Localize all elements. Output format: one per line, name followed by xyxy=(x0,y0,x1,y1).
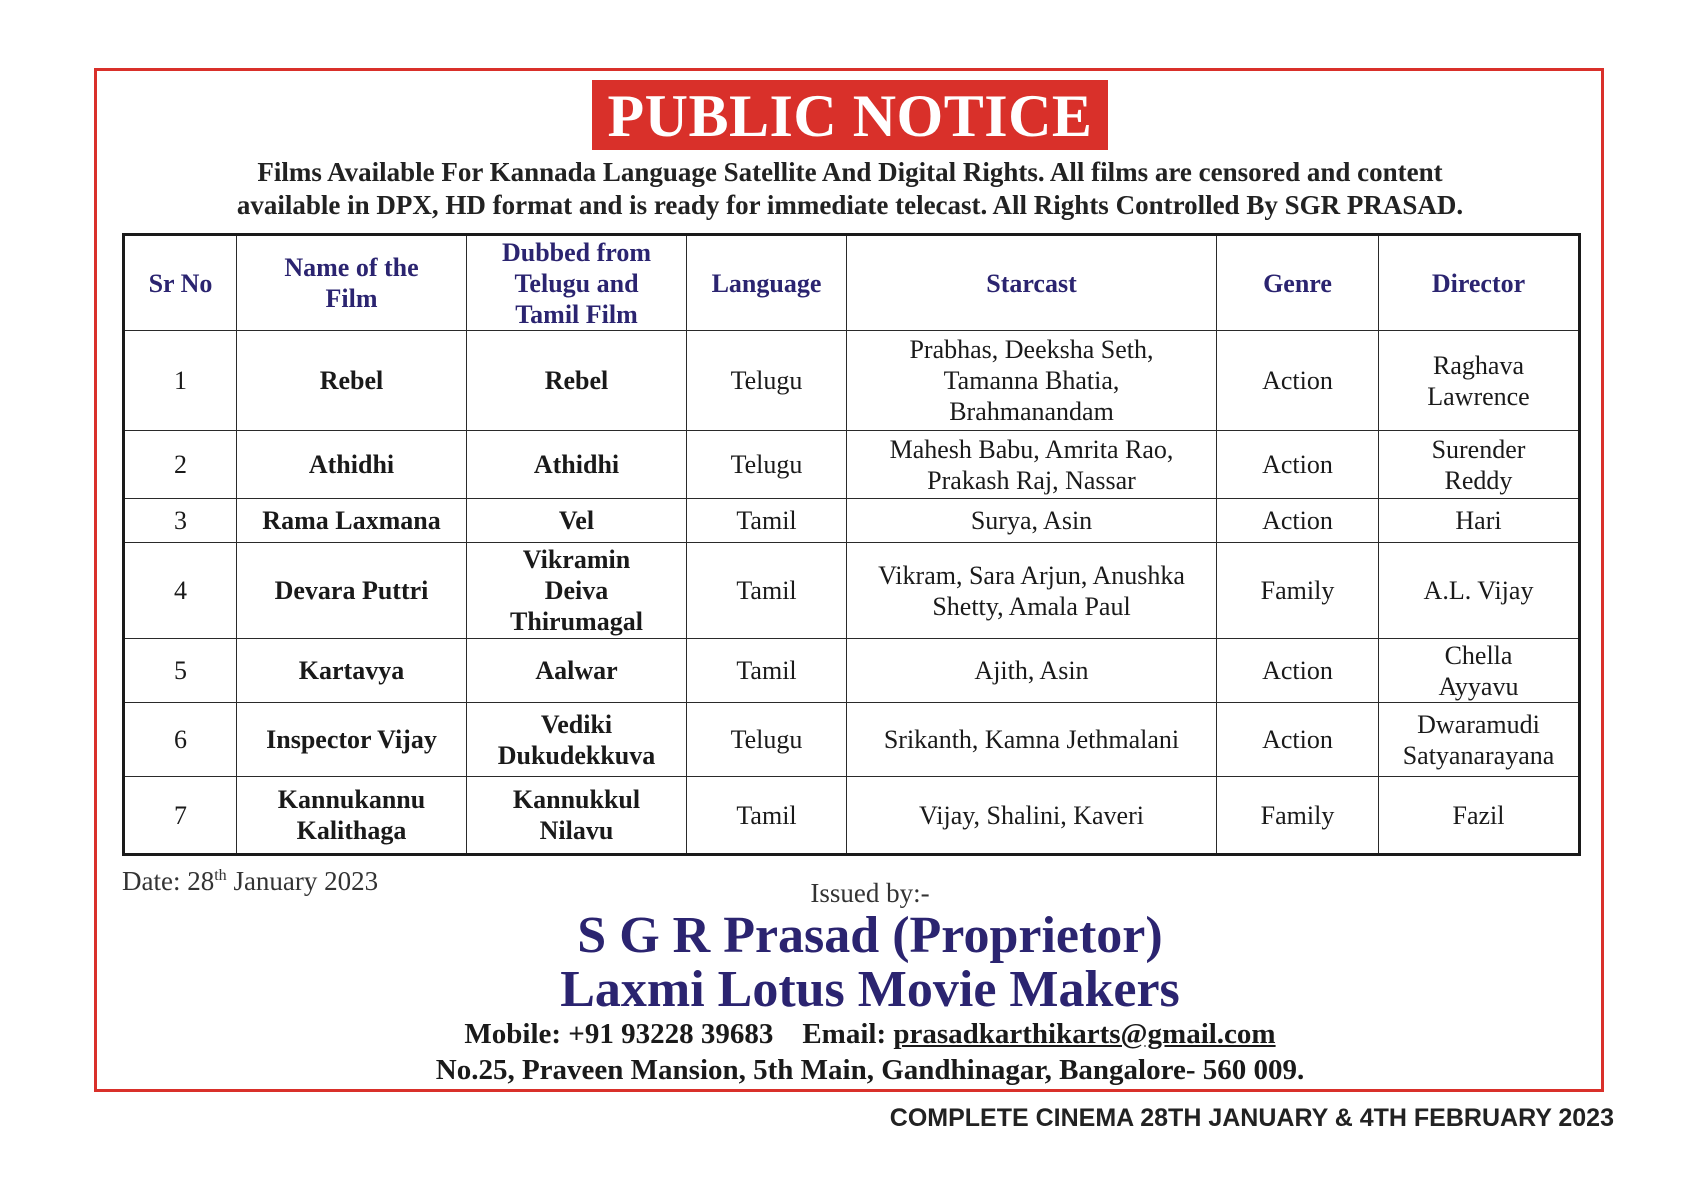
address-line: No.25, Praveen Mansion, 5th Main, Gandhinagar, Bangalore- 560 009. xyxy=(435,1054,1305,1086)
cell-dubbed-from-text: Vikramin Deiva Thirumagal xyxy=(510,545,643,636)
cell-dubbed-from: Aalwar xyxy=(467,639,687,703)
cell-language: Tamil xyxy=(687,543,847,639)
cell-sr-no: 1 xyxy=(124,331,237,431)
company-name: Laxmi Lotus Movie Makers xyxy=(560,961,1180,1018)
cell-starcast-text: Vikram, Sara Arjun, Anushka Shetty, Amala Paul xyxy=(878,560,1185,621)
date-suffix: th xyxy=(214,867,227,884)
intro-line-1: Films Available For Kannada Language Satellite And Digital Rights. All films are censored and content xyxy=(257,157,1443,187)
cell-dubbed-from-text: Kannukkul Nilavu xyxy=(512,785,641,845)
cell-dubbed-from-text: Vediki Dukudekkuva xyxy=(497,709,656,770)
cell-starcast: Surya, Asin xyxy=(847,499,1217,543)
cell-dubbed-from: Athidhi xyxy=(467,431,687,499)
cell-genre: Action xyxy=(1217,331,1379,431)
publication-footer: COMPLETE CINEMA 28TH JANUARY & 4TH FEBRUARY 2023 xyxy=(889,1104,1614,1132)
cell-director-text: Surender Reddy xyxy=(1431,434,1526,495)
header-starcast: Starcast xyxy=(847,235,1217,331)
date-prefix: Date: 28 xyxy=(122,866,215,896)
table-row xyxy=(124,499,1580,543)
cell-genre: Action xyxy=(1217,703,1379,777)
cell-starcast: Vijay, Shalini, Kaveri xyxy=(847,777,1217,855)
table-header-row xyxy=(124,235,1580,331)
cell-director xyxy=(1379,639,1580,703)
cell-film-name: Inspector Vijay xyxy=(237,703,467,777)
header-language: Language xyxy=(687,235,847,331)
header-dubbed-from-text: Dubbed from Telugu and Tamil Film xyxy=(501,237,652,329)
cell-genre: Action xyxy=(1217,499,1379,543)
cell-language: Tamil xyxy=(687,639,847,703)
mobile-label: Mobile: xyxy=(464,1018,562,1050)
cell-language: Tamil xyxy=(687,499,847,543)
cell-sr-no: 5 xyxy=(124,639,237,703)
cell-director: Hari xyxy=(1379,499,1580,543)
cell-dubbed-from xyxy=(467,703,687,777)
cell-film-name-text: Kannukannu Kalithaga xyxy=(277,785,426,845)
cell-dubbed-from: Rebel xyxy=(467,331,687,431)
cell-starcast-text: Mahesh Babu, Amrita Rao, Prakash Raj, Nassar xyxy=(889,434,1174,495)
contact-line xyxy=(0,1018,1700,1051)
cell-genre: Action xyxy=(1217,639,1379,703)
header-dubbed-from xyxy=(467,235,687,331)
cell-sr-no: 3 xyxy=(124,499,237,543)
cell-dubbed-from: Vel xyxy=(467,499,687,543)
cell-language: Telugu xyxy=(687,703,847,777)
cell-film-name: Kartavya xyxy=(237,639,467,703)
header-sr-no: Sr No xyxy=(124,235,237,331)
header-film-name xyxy=(237,235,467,331)
cell-starcast: Ajith, Asin xyxy=(847,639,1217,703)
cell-sr-no: 6 xyxy=(124,703,237,777)
header-director: Director xyxy=(1379,235,1580,331)
email-link[interactable]: prasadkarthikarts@gmail.com xyxy=(893,1018,1276,1050)
cell-genre: Family xyxy=(1217,543,1379,639)
cell-director xyxy=(1379,431,1580,499)
header-film-name-text: Name of the Film xyxy=(284,253,419,313)
cell-director xyxy=(1379,703,1580,777)
cell-starcast xyxy=(847,431,1217,499)
table-row xyxy=(124,431,1580,499)
cell-starcast xyxy=(847,331,1217,431)
cell-genre: Action xyxy=(1217,431,1379,499)
cell-starcast-text: Prabhas, Deeksha Seth, Tamanna Bhatia, Brahmanandam xyxy=(909,335,1154,426)
issuer-name: S G R Prasad (Proprietor) xyxy=(577,907,1163,964)
cell-director: A.L. Vijay xyxy=(1379,543,1580,639)
cell-film-name xyxy=(237,777,467,855)
date-rest: January 2023 xyxy=(226,866,379,896)
table-row xyxy=(124,543,1580,639)
table-row xyxy=(124,331,1580,431)
cell-language: Telugu xyxy=(687,331,847,431)
cell-starcast: Srikanth, Kamna Jethmalani xyxy=(847,703,1217,777)
title-wrap xyxy=(0,80,1700,150)
header-genre: Genre xyxy=(1217,235,1379,331)
cell-dubbed-from xyxy=(467,543,687,639)
cell-genre: Family xyxy=(1217,777,1379,855)
cell-dubbed-from xyxy=(467,777,687,855)
cell-director-text: Raghava Lawrence xyxy=(1427,350,1530,411)
cell-sr-no: 2 xyxy=(124,431,237,499)
cell-language: Tamil xyxy=(687,777,847,855)
cell-director-text: Chella Ayyavu xyxy=(1438,640,1519,701)
cell-film-name: Rama Laxmana xyxy=(237,499,467,543)
cell-director-text: Dwaramudi Satyanarayana xyxy=(1402,709,1555,770)
table-row xyxy=(124,639,1580,703)
films-table xyxy=(122,233,1581,856)
cell-director xyxy=(1379,331,1580,431)
cell-film-name: Athidhi xyxy=(237,431,467,499)
email-label: Email: xyxy=(802,1018,887,1050)
table-row xyxy=(124,777,1580,855)
cell-sr-no: 7 xyxy=(124,777,237,855)
intro-text xyxy=(130,156,1570,222)
cell-film-name: Devara Puttri xyxy=(237,543,467,639)
table-row xyxy=(124,703,1580,777)
cell-film-name: Rebel xyxy=(237,331,467,431)
intro-line-2: available in DPX, HD format and is ready for immediate telecast. All Rights Controlled By SGR PRASAD. xyxy=(236,190,1464,220)
issued-by: Issued by:- xyxy=(810,878,930,908)
cell-sr-no: 4 xyxy=(124,543,237,639)
cell-language: Telugu xyxy=(687,431,847,499)
mobile-number: +91 93228 39683 xyxy=(568,1018,774,1050)
cell-director: Fazil xyxy=(1379,777,1580,855)
cell-starcast xyxy=(847,543,1217,639)
notice-title: PUBLIC NOTICE xyxy=(592,80,1109,150)
